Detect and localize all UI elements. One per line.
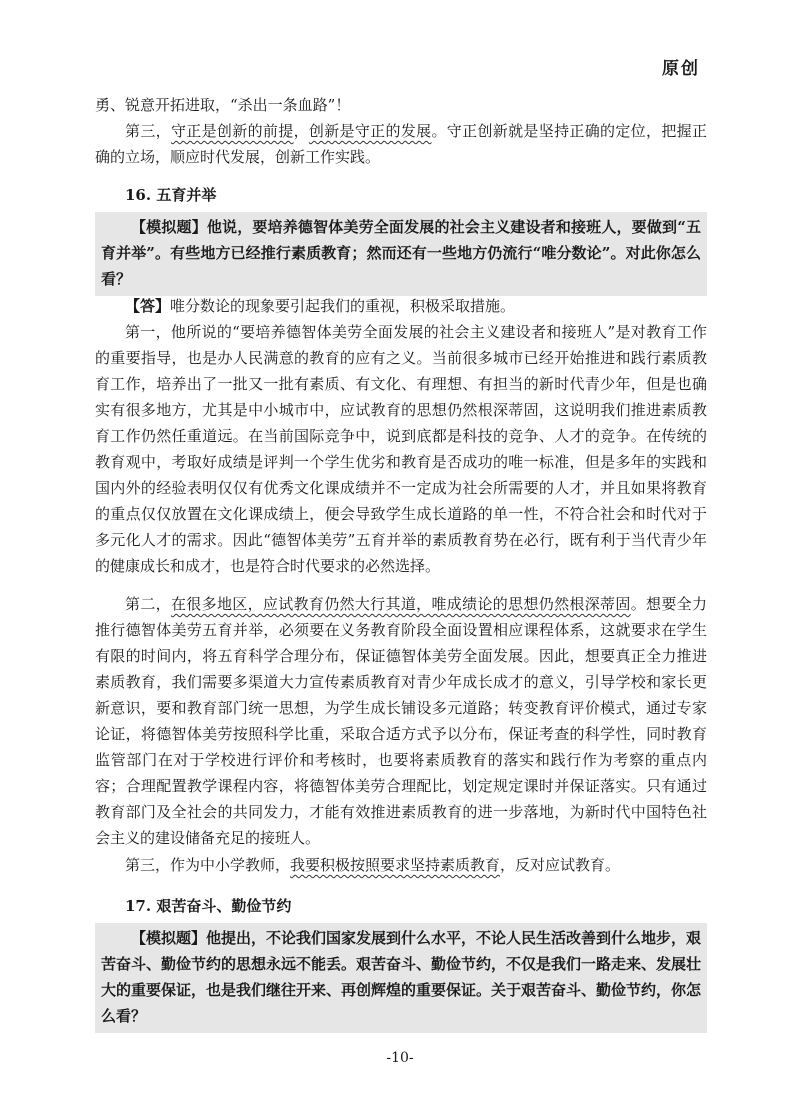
intro-third-emphasis-2: 创新是守正的发展 xyxy=(308,122,432,140)
intro-line: 勇、锐意开拓进取，“杀出一条血路”！ xyxy=(95,96,351,114)
section-17-question-box: 【模拟题】他提出，不论我们国家发展到什么水平，不论人民生活改善到什么地步，艰苦奋斗、勤俭节约的思想永远不能丢。艰苦奋斗、勤俭节约，不仅是我们一路走来、发展壮大的重要保证，也是我们继往开来、再创辉煌的重要保证。关于艰苦奋斗、勤俭节约，你怎么看？ xyxy=(95,923,707,1033)
section-16-para-3 xyxy=(95,852,707,878)
intro-third-label: 第三， xyxy=(125,122,171,140)
para-3-emphasis: 我要积极按照要求坚持素质教育 xyxy=(290,856,501,874)
para-3-rest: ，反对应试教育。 xyxy=(500,856,621,874)
para-3-label: 第三，作为中小学教师， xyxy=(125,856,291,874)
section-16-answer-intro xyxy=(95,293,707,319)
para-2-emphasis: 在很多地区，应试教育仍然大行其道，唯成绩论的思想仍然根深蒂固 xyxy=(170,595,631,613)
section-16-question-box: 【模拟题】他说，要培养德智体美劳全面发展的社会主义建设者和接班人，要做到“五育并举”。有些地方已经推行素质教育；然而还有一些地方仍流行“唯分数论”。对此你怎么看？ xyxy=(95,212,707,296)
para-2-rest: 。想要全力推行德智体美劳五育并举，必须要在义务教育阶段全面设置相应课程体系，这就要求在学生有限的时间内，将五育科学合理分布，保证德智体美劳全面发展。因此，想要真正全力推进素质教育，我们需要多渠道大力宣传素质教育对青少年成长成才的意义，引导学校和家长更新意识，要和教育部门统一思想，为学生成长铺设多元道路；转变教育评价模式，通过专家论证，将德智体美劳按照科学比重，采取合适方式予以分布，保证考查的科学性，同时教育监管部门在对于学校进行评价和考核时，也要将素质教育的落实和践行作为考察的重点内容；合理配置教学课程内容，将德智体美劳合理配比，划定规定课时并保证落实。只有通过教育部门及全社会的共同发力，才能有效推进素质教育的进一步落地，为新时代中国特色社会主义的建设储备充足的接班人。 xyxy=(95,595,707,847)
intro-third-emphasis-1: 守正是创新的前提 xyxy=(170,122,294,140)
section-16-para-1: 第一，他所说的“要培养德智体美劳全面发展的社会主义建设者和接班人”是对教育工作的重要指导，也是办人民满意的教育的应有之义。当前很多城市已经开始推进和践行素质教育工作，培养出了一批又一批有素质、有文化、有理想、有担当的新时代青少年，但是也确实有很多地方，尤其是中小城市中，应试教育的思想仍然根深蒂固，这说明我们推进素质教育工作仍然任重道远。在当前国际竞争中，说到底都是科技的竞争、人才的竞争。在传统的教育观中，考取好成绩是评判一个学生优劣和教育是否成功的唯一标准，但是多年的实践和国内外的经验表明仅仅有优秀文化课成绩并不一定成为社会所需要的人才，并且如果将教育的重点仅仅放置在文化课成绩上，便会导致学生成长道路的单一性，不符合社会和时代对于多元化人才的需求。因此“德智体美劳”五育并举的素质教育势在必行，既有利于当代青少年的健康成长和成才，也是符合时代要求的必然选择。 xyxy=(95,323,707,575)
intro-third-paragraph xyxy=(95,118,707,170)
answer-label: 【答】 xyxy=(125,297,171,315)
section-16-heading: 16. 五育并举 xyxy=(125,186,217,204)
answer-intro-text: 唯分数论的现象要引起我们的重视，积极采取措施。 xyxy=(170,297,516,315)
para-2-label: 第二， xyxy=(125,595,171,613)
original-badge: 原创 xyxy=(662,59,700,79)
intro-third-comma: ， xyxy=(293,122,309,140)
page-number: -10- xyxy=(386,1050,414,1066)
section-17-heading: 17. 艰苦奋斗、勤俭节约 xyxy=(125,897,292,915)
intro-third-rest: 。守正创新就是坚持正确的定位，把握正确的立场，顺应时代发展，创新工作实践。 xyxy=(95,122,707,166)
section-16-para-2 xyxy=(95,591,707,851)
